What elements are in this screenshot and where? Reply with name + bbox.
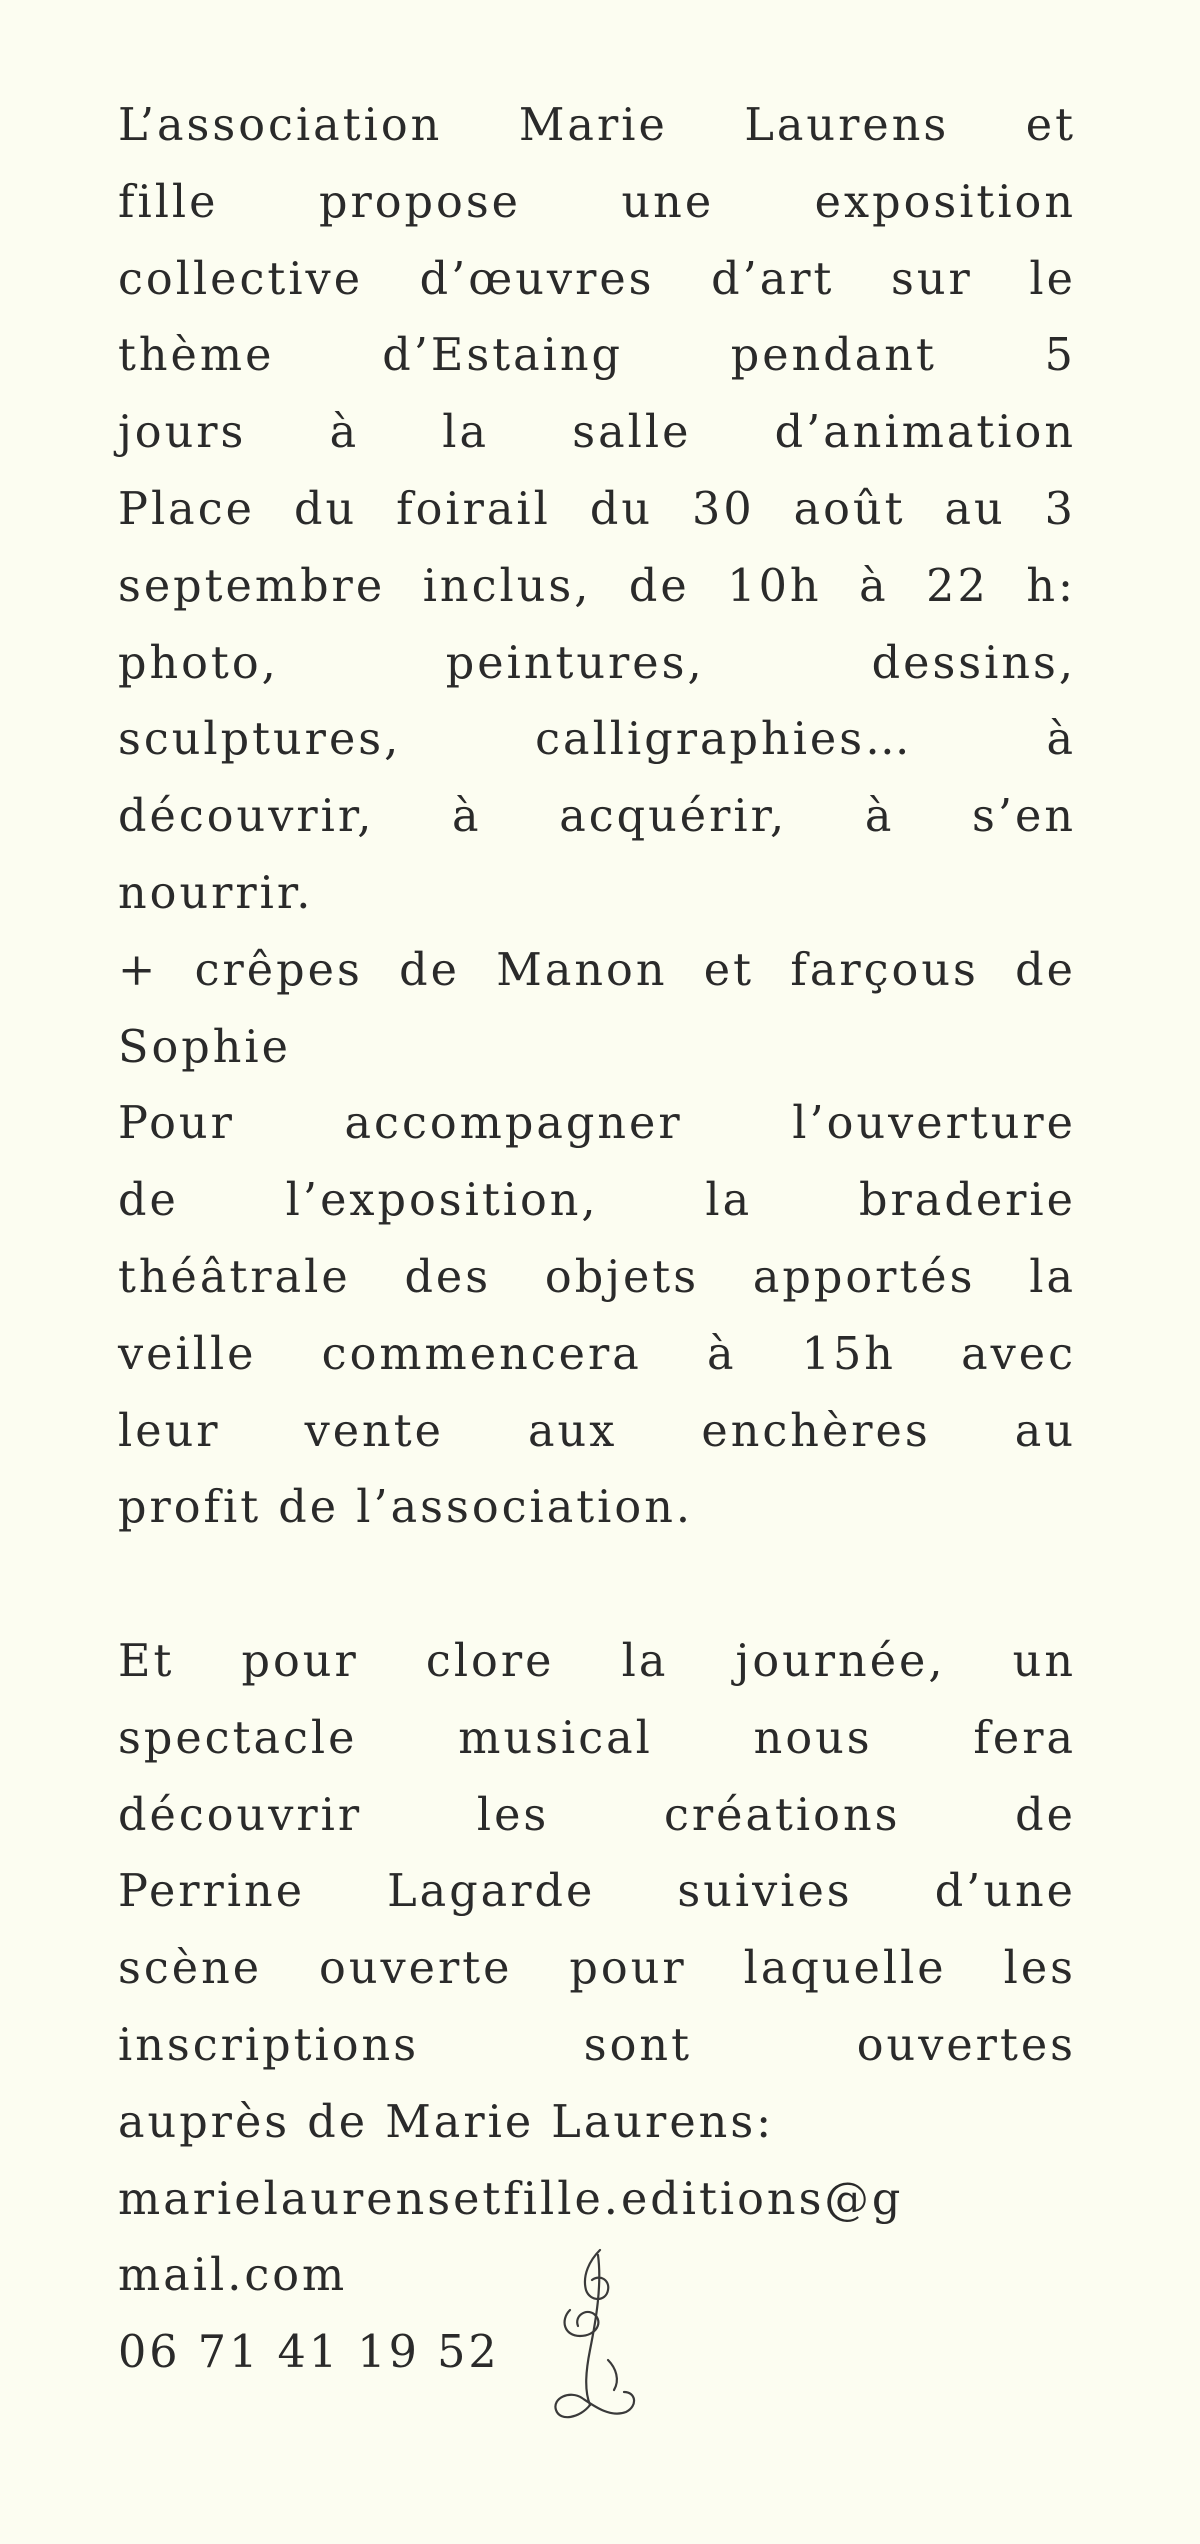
text-line: septembre inclus, de 10h à 22 h:	[118, 560, 1076, 612]
text-line: + crêpes de Manon et farçous de	[118, 944, 1076, 996]
text-line: photo, peintures, dessins,	[118, 637, 1076, 689]
text-line: jours à la salle d’animation	[118, 407, 1076, 459]
email-link[interactable]: marielaurensetfille.editions@g	[118, 2173, 904, 2225]
text-line: veille commencera à 15h avec	[118, 1328, 1076, 1380]
text-line: Place du foirail du 30 août au 3	[118, 483, 1076, 535]
text-line: scène ouverte pour laquelle les	[118, 1943, 1076, 1995]
paragraph-gap	[118, 1547, 1076, 1624]
text-line: sculptures, calligraphies… à	[118, 714, 1076, 766]
text-line: leur vente aux enchères au	[118, 1405, 1076, 1457]
text-line: Et pour clore la journée, un	[118, 1635, 1076, 1687]
text-line: Perrine Lagarde suivies d’une	[118, 1866, 1076, 1918]
text-line: L’association Marie Laurens et	[118, 100, 1076, 151]
text-line: nourrir.	[118, 867, 314, 919]
paragraph-braderie	[118, 1086, 1076, 1547]
text-line: découvrir, à acquérir, à s’en	[118, 791, 1076, 843]
paragraph-food	[118, 933, 1076, 1087]
text-line: Pour accompagner l’ouverture	[118, 1098, 1076, 1150]
announcement-text	[118, 88, 1076, 2392]
phone-number: 06 71 41 19 52	[118, 2327, 500, 2379]
text-line: de l’exposition, la braderie	[118, 1175, 1076, 1227]
email-link-continued[interactable]: mail.com	[118, 2250, 348, 2302]
text-line: collective d’œuvres d’art sur le	[118, 253, 1076, 305]
text-line: inscriptions sont ouvertes	[118, 2019, 1076, 2071]
text-line: spectacle musical nous fera	[118, 1712, 1076, 1764]
paragraph-exposition	[118, 88, 1076, 933]
text-line: auprès de Marie Laurens:	[118, 2096, 775, 2148]
text-line: fille propose une exposition	[118, 176, 1076, 228]
text-line: thème d’Estaing pendant 5	[118, 330, 1076, 382]
text-line: Sophie	[118, 1021, 291, 1073]
calligraphic-L-signature-icon	[520, 2240, 670, 2440]
text-line: profit de l’association.	[118, 1482, 694, 1534]
paragraph-spectacle	[118, 1624, 1076, 2162]
text-line: théâtrale des objets apportés la	[118, 1251, 1076, 1303]
text-line: découvrir les créations de	[118, 1789, 1076, 1841]
